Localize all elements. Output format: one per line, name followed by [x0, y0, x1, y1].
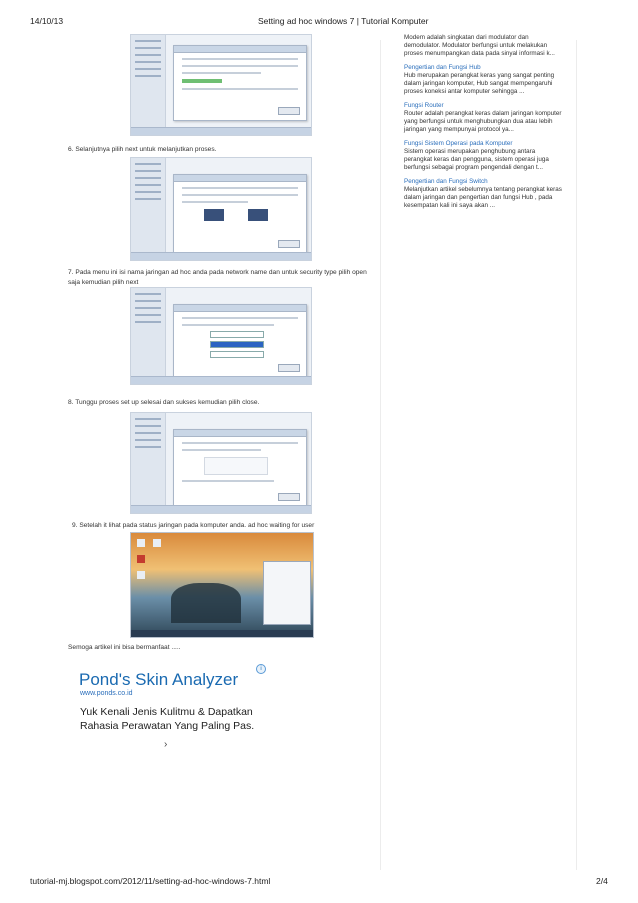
- related-post-snippet: Hub merupakan perangkat keras yang sangat penting dalam jaringan komputer, Hub sangat mempengaruhi proses koneksi antar komputer sehingga ...: [404, 72, 555, 95]
- ad-arrow-icon[interactable]: ›: [164, 739, 168, 750]
- sidebar-intro-text: Modem adalah singkatan dari modulator dan demodulator. Modulator berfungsi untuk melakukan proses menumpangkan data pada sinyal informasi k...: [404, 34, 555, 57]
- ad-title-link[interactable]: Pond's Skin Analyzer: [79, 670, 239, 689]
- related-post-link[interactable]: Fungsi Sistem Operasi pada Komputer: [404, 140, 513, 147]
- ad-url-link[interactable]: www.ponds.co.id: [80, 690, 133, 697]
- related-post-link[interactable]: Fungsi Router: [404, 102, 444, 109]
- desktop-screenshot-image: [130, 532, 314, 638]
- step-text: 8. Tunggu proses set up selesai dan sukses kemudian pilih close.: [68, 399, 260, 406]
- page-number: 2/4: [596, 876, 608, 886]
- page-title: Setting ad hoc windows 7 | Tutorial Komputer: [258, 16, 429, 26]
- related-post-link[interactable]: Pengertian dan Fungsi Hub: [404, 64, 481, 71]
- footer-url: tutorial-mj.blogspot.com/2012/11/setting-ad-hoc-windows-7.html: [30, 876, 271, 886]
- column-divider: [576, 40, 577, 870]
- step-text: 9. Setelah it lihat pada status jaringan pada komputer anda. ad hoc waiting for user: [72, 522, 315, 529]
- closing-text: Semoga artikel ini bisa bermanfaat .....: [68, 644, 181, 651]
- related-post-snippet: Melanjutkan artikel sebelumnya tentang perangkat keras dalam jaringan dan pengertian dan fungsi Hub , pada kesempatan kali ini saya akan ...: [404, 186, 562, 209]
- screenshot-image: [130, 287, 312, 385]
- info-icon[interactable]: i: [256, 664, 266, 674]
- print-date: 14/10/13: [30, 16, 64, 26]
- column-divider: [380, 40, 381, 870]
- step-text: 7. Pada menu ini isi nama jaringan ad hoc anda pada network name dan untuk security type pilih open saja kemudian pilih next: [68, 269, 367, 286]
- related-post-link[interactable]: Pengertian dan Fungsi Switch: [404, 178, 488, 185]
- screenshot-image: [130, 157, 312, 261]
- related-post-snippet: Sistem operasi merupakan penghubung antara perangkat keras dan pengguna, sistem operasi juga berfungsi sebagai program pengendali dengan t...: [404, 148, 549, 171]
- screenshot-image: [130, 412, 312, 514]
- step-text: 6. Selanjutnya pilih next untuk melanjutkan proses.: [68, 146, 217, 153]
- ad-description: Yuk Kenali Jenis Kulitmu & Dapatkan Rahasia Perawatan Yang Paling Pas.: [80, 706, 255, 732]
- related-post-snippet: Router adalah perangkat keras dalam jaringan komputer yang berfungsi untuk menghubungkan dua atau lebih jaringan yang mempunyai protocol ya...: [404, 110, 562, 133]
- screenshot-image: [130, 34, 312, 136]
- related-posts-sidebar: [404, 34, 564, 210]
